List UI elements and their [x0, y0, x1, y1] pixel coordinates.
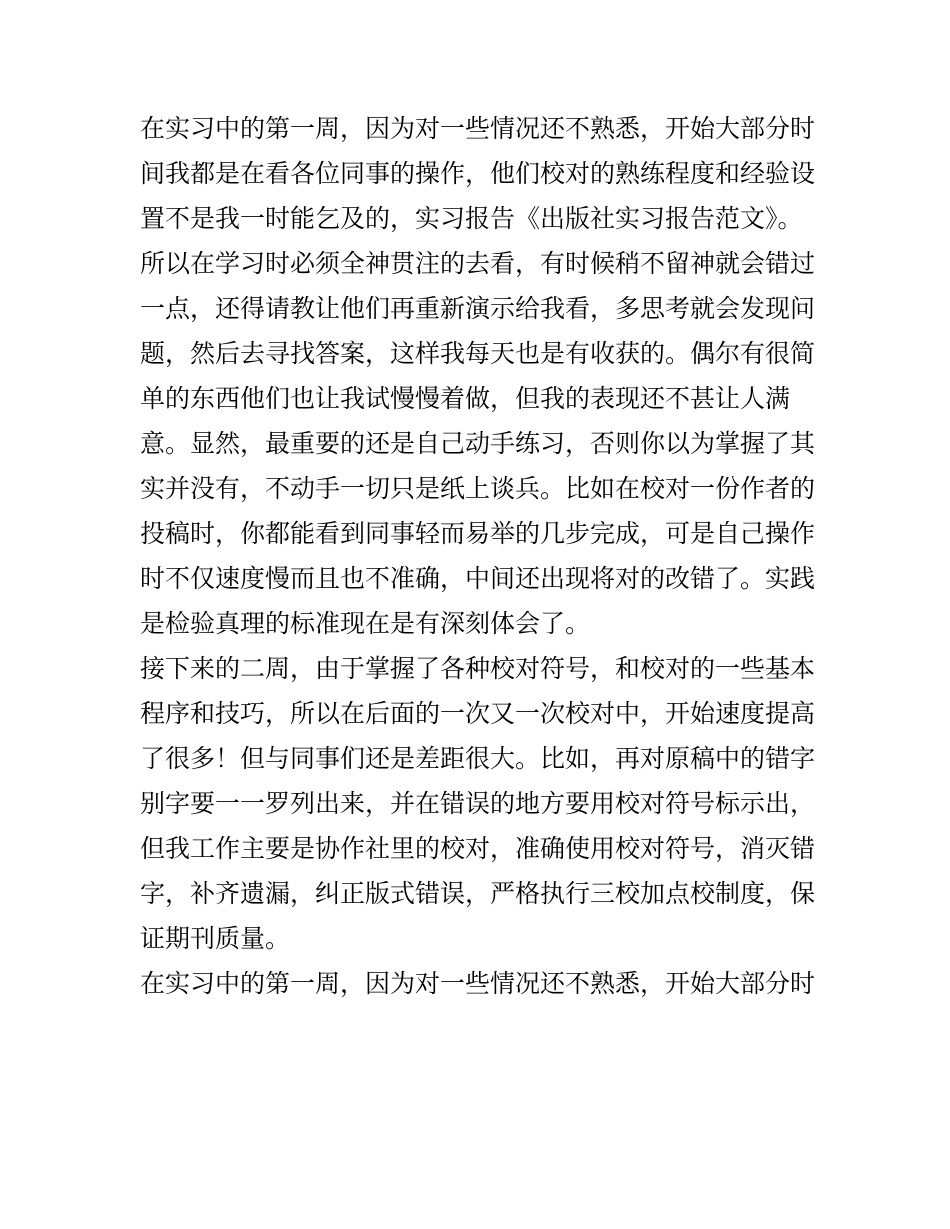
text-line: 但我工作主要是协作社里的校对，准确使用校对符号，消灭错 [140, 834, 816, 863]
text-line: 单的东西他们也让我试慢慢着做，但我的表现还不甚让人满 [140, 384, 791, 413]
text-line: 是检验真理的标准现在是有深刻体会了。 [140, 609, 591, 638]
text-line: 置不是我一时能乞及的，实习报告《出版社实习报告范文》。 [140, 204, 803, 233]
text-line: 证期刊质量。 [140, 924, 291, 953]
text-line: 了很多！但与同事们还是差距很大。比如，再对原稿中的错字 [140, 744, 816, 773]
text-line: 投稿时，你都能看到同事轻而易举的几步完成，可是自己操作 [140, 519, 816, 548]
text-line: 在实习中的第一周，因为对一些情况还不熟悉，开始大部分时 [140, 969, 816, 998]
text-line: 程序和技巧，所以在后面的一次又一次校对中，开始速度提高 [140, 699, 816, 728]
text-line: 一点，还得请教让他们再重新演示给我看，多思考就会发现问 [140, 294, 816, 323]
text-line: 所以在学习时必须全神贯注的去看，有时候稍不留神就会错过 [140, 249, 816, 278]
text-line: 实并没有，不动手一切只是纸上谈兵。比如在校对一份作者的 [140, 474, 816, 503]
text-line: 别字要一一罗列出来，并在错误的地方要用校对符号标示出， [140, 789, 816, 818]
text-line: 意。显然，最重要的还是自己动手练习，否则你以为掌握了其 [140, 429, 816, 458]
text-line: 字，补齐遗漏，纠正版式错误，严格执行三校加点校制度，保 [140, 879, 816, 908]
text-line: 接下来的二周，由于掌握了各种校对符号，和校对的一些基本 [140, 654, 816, 683]
text-line: 在实习中的第一周，因为对一些情况还不熟悉，开始大部分时 [140, 114, 816, 143]
text-line: 题，然后去寻找答案，这样我每天也是有收获的。偶尔有很简 [140, 339, 816, 368]
text-line: 时不仅速度慢而且也不准确，中间还出现将对的改错了。实践 [140, 564, 816, 593]
body-text [140, 106, 820, 1006]
text-line: 间我都是在看各位同事的操作，他们校对的熟练程度和经验设 [140, 159, 816, 188]
